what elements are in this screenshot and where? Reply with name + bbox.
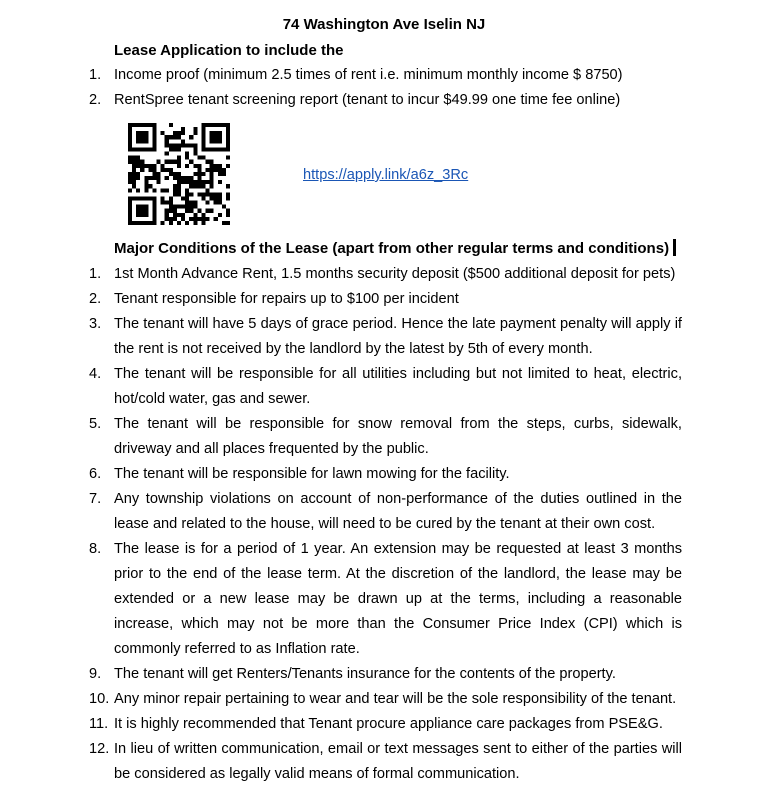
list-item	[0, 412, 682, 462]
list-text: 1st Month Advance Rent, 1.5 months security deposit ($500 additional deposit for pets)	[114, 266, 676, 282]
list-number: 11.	[89, 716, 109, 732]
list-item	[0, 712, 682, 737]
list-text: The tenant will have 5 days of grace period. Hence the late payment penalty will apply if the rent is not received by the landlord by the latest by 5th of every month.	[114, 316, 682, 357]
list-text: RentSpree tenant screening report (tenant to incur $49.99 one time fee online)	[114, 92, 621, 108]
list-item	[0, 487, 682, 537]
list-number: 9.	[89, 666, 102, 682]
list-number: 7.	[89, 491, 102, 507]
list-item	[0, 737, 682, 787]
list-item	[0, 88, 682, 113]
conditions-list	[0, 262, 682, 787]
list-number: 2.	[89, 291, 102, 307]
list-number: 4.	[89, 366, 102, 382]
list-text: Any minor repair pertaining to wear and tear will be the sole responsibility of the tenant.	[114, 691, 677, 707]
application-heading: Lease Application to include the	[114, 42, 344, 59]
list-text: The tenant will get Renters/Tenants insurance for the contents of the property.	[114, 666, 616, 682]
list-text: Any township violations on account of non-performance of the duties outlined in the lease and related to the house, will need to be cured by the tenant at their own cost.	[114, 491, 682, 532]
document-title: 74 Washington Ave Iselin NJ	[282, 16, 486, 33]
list-text: The tenant will be responsible for all utilities including but not limited to heat, electric, hot/cold water, gas and sewer.	[114, 366, 682, 407]
list-text: In lieu of written communication, email or text messages sent to either of the parties will be considered as legally valid means of formal communication.	[114, 741, 682, 782]
list-item	[0, 312, 682, 362]
list-item	[0, 462, 682, 487]
list-item	[0, 362, 682, 412]
application-list	[0, 63, 682, 113]
list-text: The tenant will be responsible for lawn mowing for the facility.	[114, 466, 510, 482]
list-text: Income proof (minimum 2.5 times of rent i.e. minimum monthly income $ 8750)	[114, 67, 623, 83]
list-number: 8.	[89, 541, 102, 557]
list-text: Tenant responsible for repairs up to $100 per incident	[114, 291, 459, 307]
list-text: The lease is for a period of 1 year. An extension may be requested at least 3 months prior to the end of the lease term. At the discretion of the landlord, the lease may be extended or a new lease may be drawn up at the terms, including a reasonable increase, which may not be more than the Consumer Price Index (CPI) which is commonly referred to as Inflation rate.	[114, 541, 682, 657]
list-number: 2.	[89, 92, 102, 108]
list-text: The tenant will be responsible for snow removal from the steps, curbs, sidewalk, driveway and all places frequented by the public.	[114, 416, 682, 457]
list-number: 10.	[89, 691, 110, 707]
list-item	[0, 687, 682, 712]
text-cursor	[673, 239, 676, 256]
list-number: 5.	[89, 416, 102, 432]
list-text: It is highly recommended that Tenant procure appliance care packages from PSE&G.	[114, 716, 663, 732]
list-item	[0, 262, 682, 287]
list-number: 1.	[89, 266, 102, 282]
list-number: 1.	[89, 67, 102, 83]
list-item	[0, 287, 682, 312]
qr-code-icon[interactable]	[128, 123, 230, 225]
list-number: 6.	[89, 466, 102, 482]
list-item	[0, 63, 682, 88]
apply-link[interactable]: https://apply.link/a6z_3Rc	[303, 167, 469, 183]
conditions-heading-text: Major Conditions of the Lease (apart from other regular terms and conditions)	[114, 240, 670, 257]
list-number: 12.	[89, 741, 110, 757]
list-number: 3.	[89, 316, 102, 332]
conditions-heading	[114, 238, 676, 260]
list-item	[0, 537, 682, 662]
list-item	[0, 662, 682, 687]
